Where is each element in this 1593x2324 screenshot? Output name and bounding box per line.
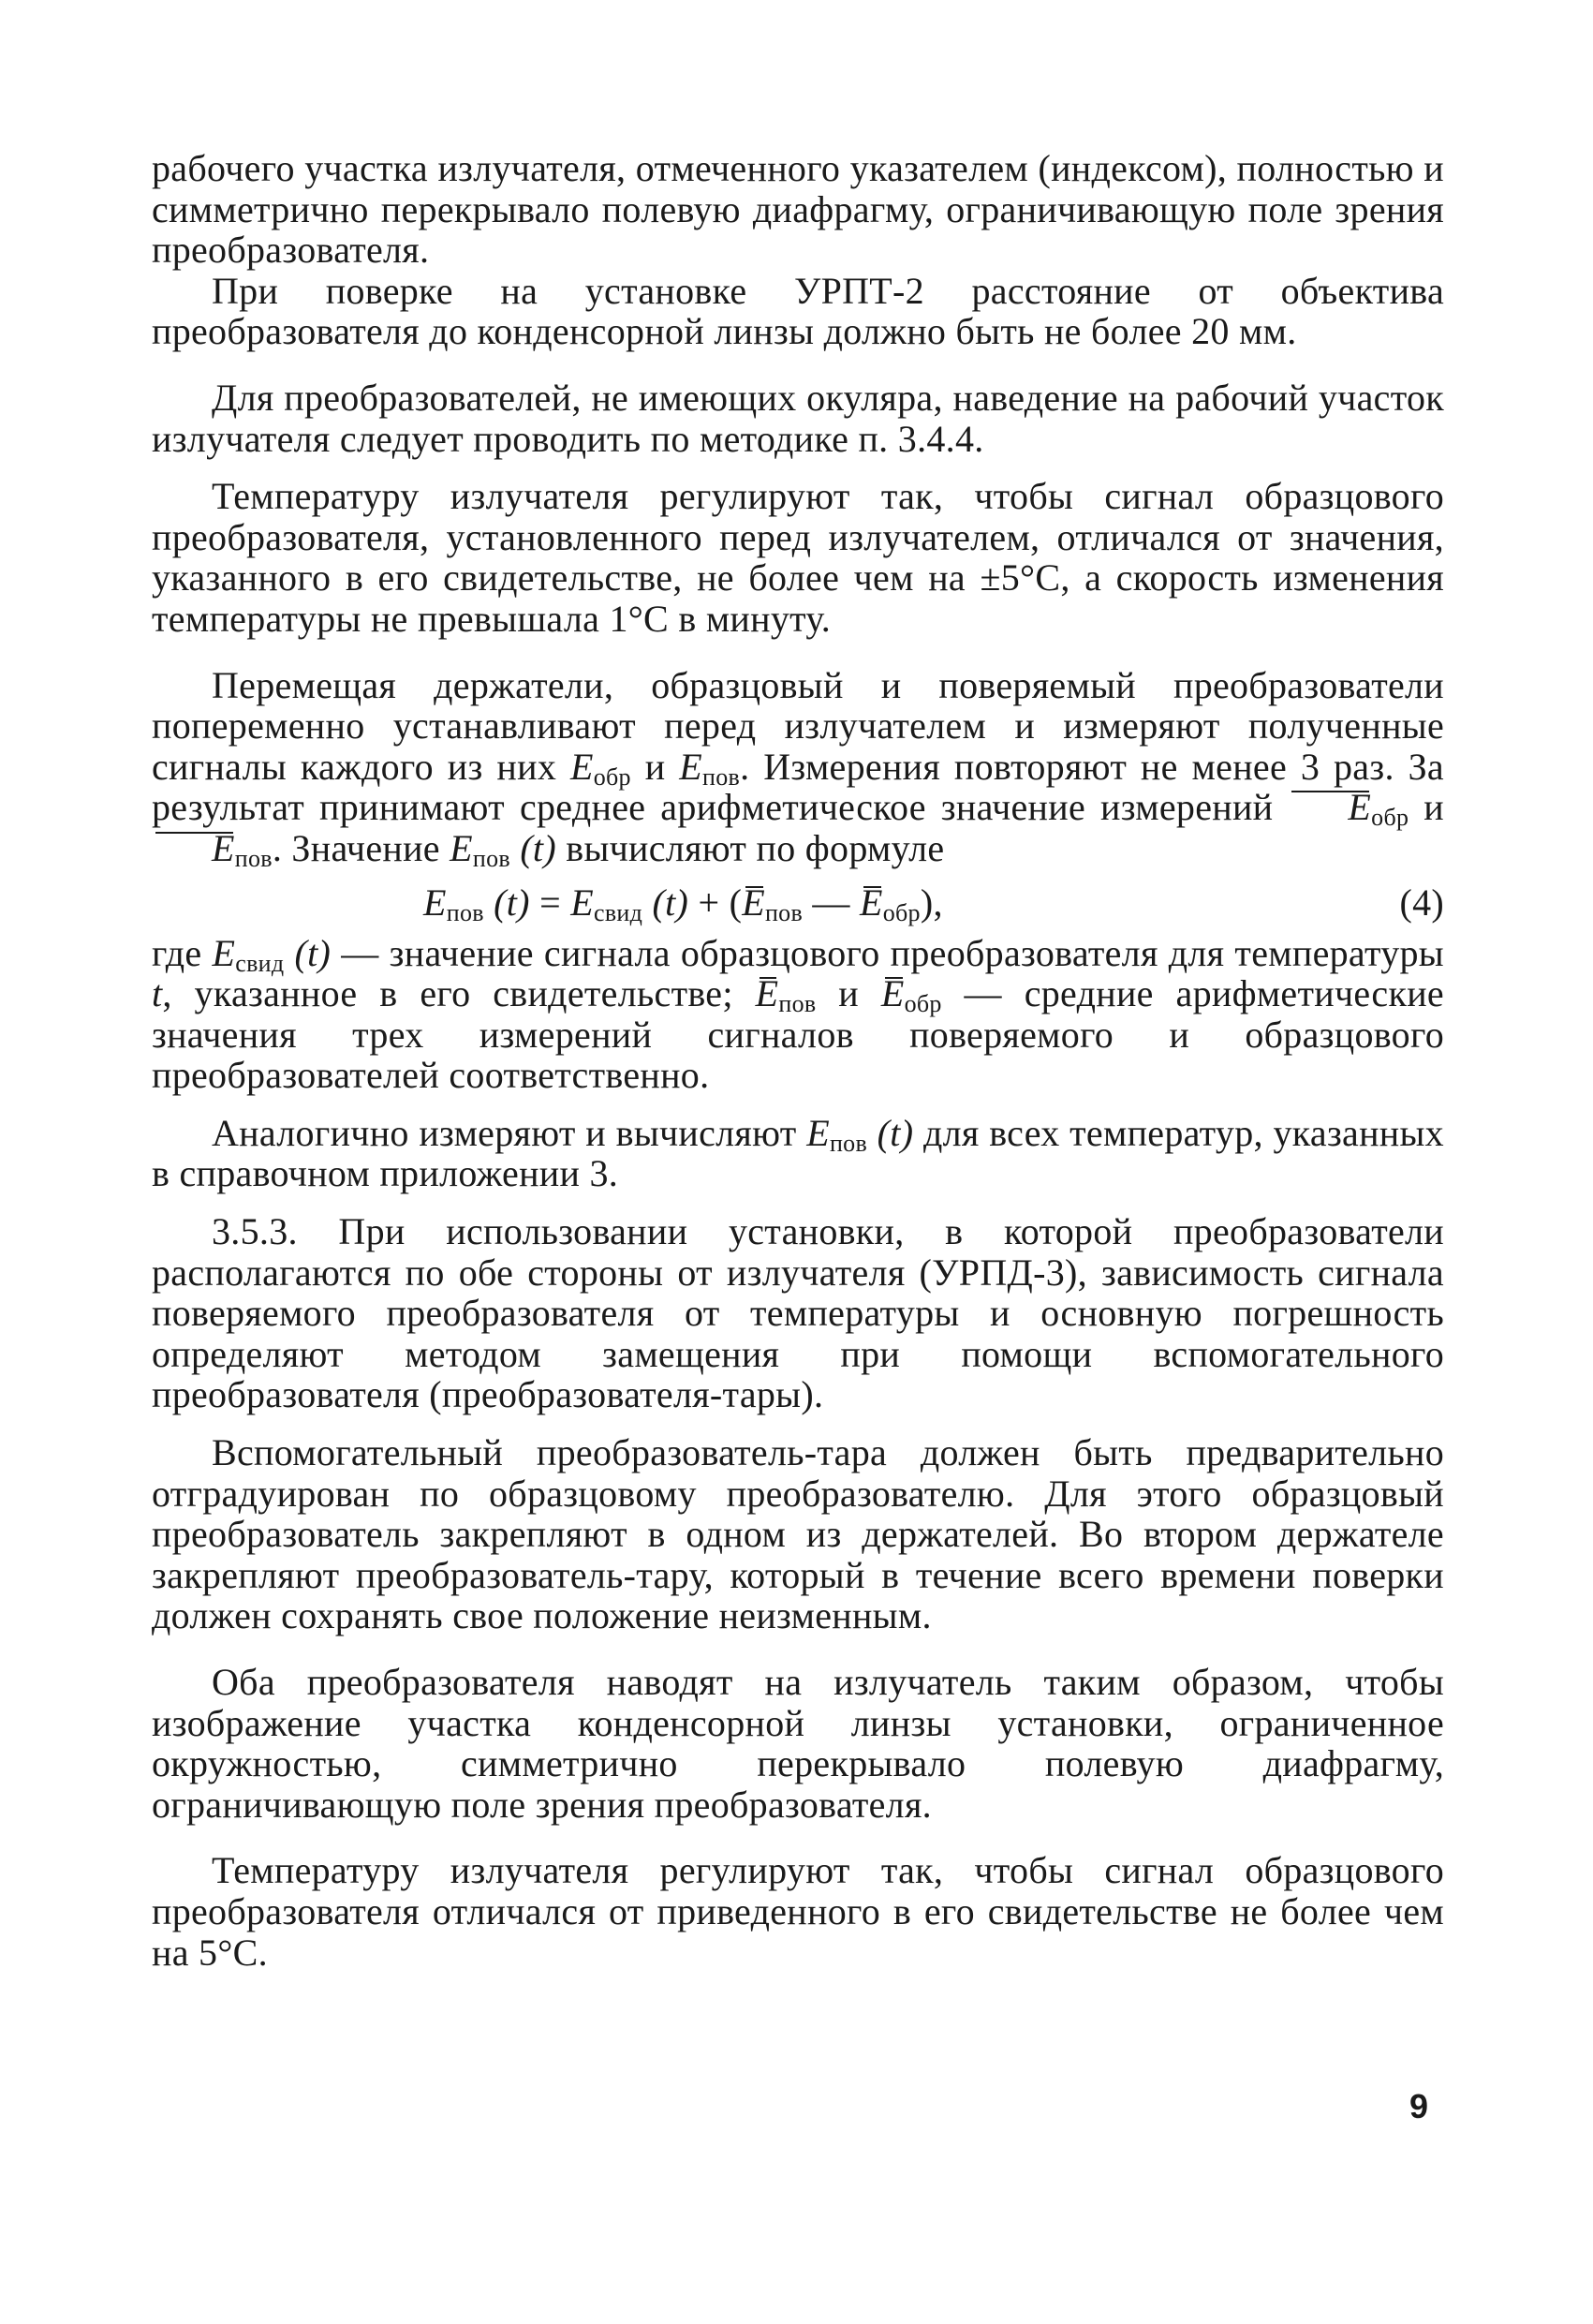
equation-number: (4) bbox=[1399, 881, 1444, 924]
text-run: где bbox=[152, 931, 213, 974]
symbol-t: t bbox=[152, 972, 163, 1015]
paragraph-formula-explanation bbox=[152, 933, 1444, 1096]
text-run: — значение сигнала образцового преобразователя для температуры bbox=[331, 931, 1444, 974]
body-text bbox=[152, 148, 1444, 1973]
text-run: — средние арифметические значения трех измерений сигналов поверяемого и образцового преобразователей соответственно. bbox=[152, 972, 1444, 1097]
paragraph-auxiliary-converter: Вспомогательный преобразователь-тара должен быть предварительно отградуирован по образцовому преобразователю. Для этого образцовый преобразователь закрепляют в одном из держателей. Во втором держателе закрепляют преобразователь-тару, который в течение всего времени поверки должен сохранять свое положение неизменным. bbox=[152, 1431, 1444, 1637]
symbol-e-pov: $E_{пов}$ bbox=[679, 745, 741, 791]
text-run: Перемещая держатели, образцовый и поверяемый преобразователи попеременно устанавливают перед излучателем и измеряют полученные сигналы каждого из них bbox=[152, 663, 1444, 788]
symbol-e-pov-t: $E_{пов}$ (t) bbox=[806, 1111, 914, 1157]
text-run: . Измерения повторяют не менее 3 раз. За результат принимают среднее арифметическое значение измерений bbox=[152, 745, 1444, 829]
paragraph-temperature-5c: Температуру излучателя регулируют так, чтобы сигнал образцового преобразователя отличался от приведенного в его свидетельстве не более чем на 5°С. bbox=[152, 1849, 1444, 1974]
text-run: и bbox=[630, 745, 680, 788]
text-run: Аналогично измеряют и вычисляют bbox=[212, 1111, 807, 1154]
symbol-e-pov-t: $E_{пов}$ (t) bbox=[450, 826, 556, 872]
formula-expression: $E_{пов}$ $(t) = E_{свид}$ $(t) + (E_{пов}$ — $E_{обр}$), bbox=[423, 881, 943, 926]
text-run: . Значение bbox=[272, 826, 450, 869]
paragraph-temperature-regulation: Температуру излучателя регулируют так, чтобы сигнал образцового преобразователя, установленного перед излучателем, отличался от значения, указанного в его свидетельстве, не более чем на ±5°С, а скорость изменения температуры не превышала 1°С в минуту. bbox=[152, 475, 1444, 640]
formula-4 bbox=[152, 882, 1444, 924]
paragraph-aiming: Оба преобразователя наводят на излучатель таким образом, чтобы изображение участка конденсорной линзы установки, ограниченное окружностью, симметрично перекрывало полевую диафрагму, ограничивающую поле зрения преобразователя. bbox=[152, 1661, 1444, 1826]
text-run: для всех температур, указанных в справочном приложении 3. bbox=[152, 1111, 1444, 1195]
text-run: и bbox=[1409, 786, 1444, 829]
paragraph-urpt2-distance: При поверке на установке УРПТ-2 расстояние от объектива преобразователя до конденсорной линзы должно быть не более 20 мм. bbox=[152, 269, 1444, 353]
text-run: и bbox=[816, 972, 881, 1015]
text-run: , указанное в его свидетельстве; bbox=[162, 972, 756, 1015]
page-number: 9 bbox=[1409, 2087, 1429, 2125]
symbol-e-pov-mean: $E_{пов}$ bbox=[755, 972, 817, 1018]
text-run: вычисляют по формуле bbox=[555, 826, 945, 869]
symbol-e-obr-mean: $E_{обр}$ bbox=[880, 972, 942, 1018]
symbol-e-obr-mean: $E_{обр}$ bbox=[1288, 786, 1409, 828]
paragraph-all-temperatures bbox=[152, 1113, 1444, 1194]
symbol-e-pov-mean: $E_{пов}$ bbox=[152, 827, 273, 869]
paragraph-no-eyepiece: Для преобразователей, не имеющих окуляра, наведение на рабочий участок излучателя следует проводить по методике п. 3.4.4. bbox=[152, 376, 1444, 460]
paragraph-measurement-procedure bbox=[152, 663, 1444, 872]
paragraph-3-5-3: 3.5.3. При использовании установки, в которой преобразователи располагаются по обе стороны от излучателя (УРПД-3), зависимость сигнала поверяемого преобразователя от температуры и основную погрешность определяют методом замещения при помощи вспомогательного преобразователя (преобразователя-тары). bbox=[152, 1210, 1444, 1416]
paragraph-continuation: рабочего участка излучателя, отмеченного указателем (индексом), полностью и симметрично перекрывало полевую диафрагму, ограничивающую поле зрения преобразователя. bbox=[152, 147, 1444, 272]
symbol-e-obr: $E_{обр}$ bbox=[569, 745, 631, 791]
symbol-e-svid-t: $E_{свид}$ (t) bbox=[212, 931, 332, 977]
